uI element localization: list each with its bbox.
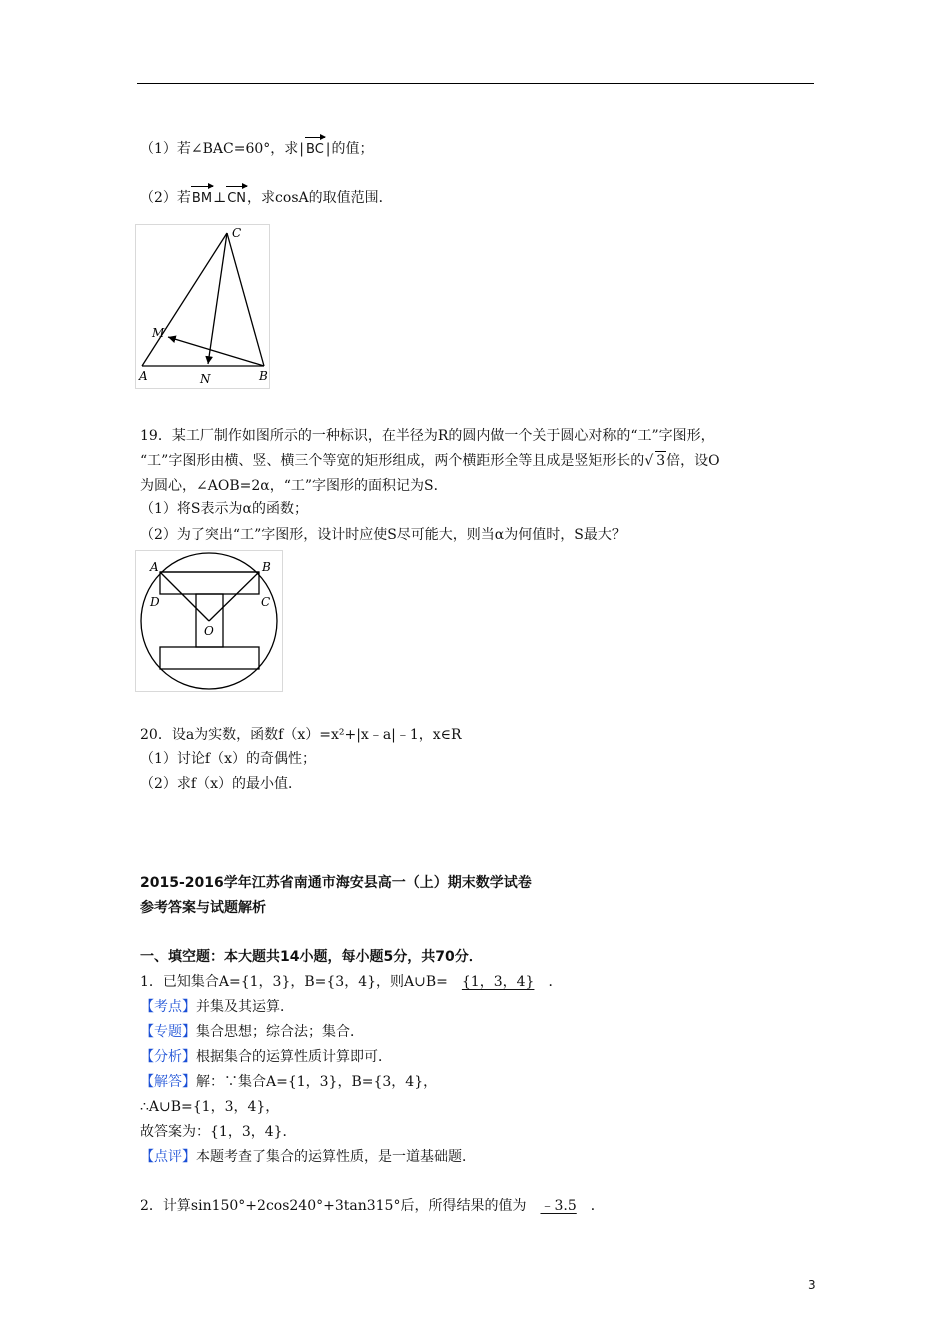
vector-arrow-icon bbox=[226, 186, 247, 187]
q20-line1: 20．设a为实数，函数f（x）=x²+|x﹣a|﹣1，x∈R bbox=[140, 727, 462, 743]
answer1-jieda: 【解答】解：∵集合A={1，3}，B={3，4}， bbox=[140, 1074, 438, 1090]
segment-oa bbox=[160, 572, 209, 621]
gong-shape-diagram bbox=[136, 551, 282, 691]
perpendicular-symbol: ⊥ bbox=[213, 190, 227, 206]
q19-line2: “工”字图形由横、竖、横三个等宽的矩形组成，两个横距形全等且成是竖矩形长的√ 3倍，设O bbox=[140, 453, 720, 469]
q19-line5: （2）为了突出“工”字图形，设计时应使S尽可能大，则当α为何值时，S最大？ bbox=[140, 527, 626, 543]
vector-arrow-icon bbox=[305, 137, 325, 138]
side-ac bbox=[142, 233, 227, 366]
gong-shape-figure bbox=[135, 550, 283, 692]
q19-line3: 为圆心，∠AOB=2α，“工”字图形的面积记为S． bbox=[140, 478, 448, 494]
top-bar bbox=[160, 572, 259, 594]
triangle-figure bbox=[135, 224, 270, 389]
q19-line4: （1）将S表示为α的函数； bbox=[140, 501, 308, 517]
triangle-diagram bbox=[136, 225, 269, 388]
q20-line3: （2）求f（x）的最小值． bbox=[140, 776, 302, 792]
sqrt-symbol: √ bbox=[644, 453, 654, 469]
answer1-line3: 故答案为：{1，3，4}． bbox=[140, 1124, 297, 1140]
label-b: B bbox=[259, 369, 268, 383]
label-a: A bbox=[139, 369, 148, 383]
vector-bm: BM bbox=[191, 190, 213, 208]
vector-cn: CN bbox=[226, 190, 247, 208]
label-b: B bbox=[262, 560, 271, 574]
label-c: C bbox=[232, 226, 242, 240]
label-o: O bbox=[204, 624, 214, 638]
header-rule bbox=[137, 83, 814, 84]
q18-part1: （1）若∠BAC=60°，求| BC |的值； bbox=[140, 140, 374, 159]
q20-line2: （1）讨论f（x）的奇偶性； bbox=[140, 751, 316, 767]
answer1-question: 1．已知集合A={1，3}，B={3，4}，则A∪B= {1，3，4} ． bbox=[140, 974, 563, 990]
answers-subtitle: 参考答案与试题解析 bbox=[140, 900, 266, 916]
page-number: 3 bbox=[808, 1278, 816, 1292]
label-a: A bbox=[150, 560, 159, 574]
answer2-blank: ﹣3.5 bbox=[540, 1198, 577, 1214]
vector-arrow-icon bbox=[191, 186, 213, 187]
segment-cn bbox=[208, 233, 227, 364]
segment-bm bbox=[168, 337, 264, 366]
label-d: D bbox=[150, 595, 160, 609]
vector-bc: BC bbox=[305, 141, 325, 159]
answer1-zhuanti: 【专题】集合思想；综合法；集合． bbox=[140, 1024, 364, 1040]
abs-bar-left: | bbox=[299, 141, 305, 157]
answers-title: 2015-2016学年江苏省南通市海安县高一（上）期末数学试卷 bbox=[140, 875, 532, 891]
q18-part2: （2）若 BM⊥ CN，求cosA的取值范围． bbox=[140, 189, 393, 208]
section-heading: 一、填空题：本大题共14小题，每小题5分，共70分． bbox=[140, 949, 483, 965]
answer1-kaodian: 【考点】并集及其运算． bbox=[140, 999, 294, 1015]
q19-line1: 19．某工厂制作如图所示的一种标识，在半径为R的圆内做一个关于圆心对称的“工”字图形， bbox=[140, 428, 715, 444]
side-bc bbox=[227, 233, 264, 366]
abs-bar-right: | bbox=[325, 141, 331, 157]
bottom-bar bbox=[160, 647, 259, 669]
answer1-fenxi: 【分析】根据集合的运算性质计算即可． bbox=[140, 1049, 392, 1065]
label-c: C bbox=[261, 595, 271, 609]
answer1-line2: ∴A∪B={1，3，4}， bbox=[140, 1099, 280, 1115]
label-n: N bbox=[200, 372, 211, 386]
answer1-dianping: 【点评】本题考查了集合的运算性质，是一道基础题． bbox=[140, 1149, 476, 1165]
answer1-blank: {1，3，4} bbox=[461, 974, 535, 990]
label-m: M bbox=[152, 326, 165, 340]
answer2-question: 2．计算sin150°+2cos240°+3tan315°后，所得结果的值为 ﹣3.5 ． bbox=[140, 1198, 605, 1214]
segment-ob bbox=[209, 572, 259, 621]
